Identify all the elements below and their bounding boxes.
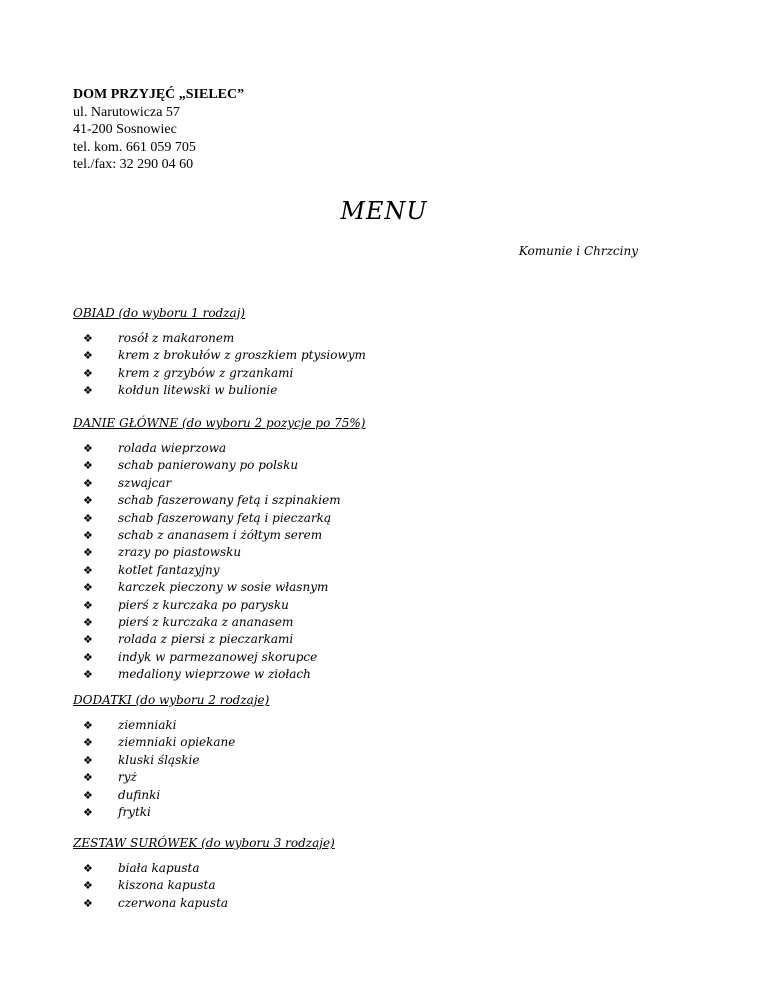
list-item bbox=[73, 527, 366, 544]
list-item-label: medaliony wieprzowe w ziołach bbox=[118, 667, 311, 682]
section-obiad bbox=[73, 304, 366, 400]
list-item bbox=[73, 330, 366, 347]
venue-city: 41-200 Sosnowiec bbox=[73, 122, 177, 137]
diamond-bullet-icon: ❖ bbox=[83, 563, 93, 577]
list-item-label: karczek pieczony w sosie własnym bbox=[118, 580, 329, 595]
diamond-bullet-icon: ❖ bbox=[83, 332, 93, 345]
section-item-list bbox=[73, 717, 269, 821]
list-item-label: schab z ananasem i żółtym serem bbox=[118, 527, 323, 542]
list-item-label: ryż bbox=[118, 770, 137, 785]
diamond-bullet-icon: ❖ bbox=[83, 494, 93, 508]
diamond-bullet-icon: ❖ bbox=[83, 615, 93, 629]
diamond-bullet-icon: ❖ bbox=[83, 805, 93, 819]
menu-title: MENU bbox=[340, 197, 428, 225]
list-item-label: krem z grzybów z grzankami bbox=[118, 365, 294, 380]
list-item bbox=[73, 562, 366, 579]
list-item bbox=[73, 365, 366, 382]
list-item-label: rolada wieprzowa bbox=[118, 441, 227, 455]
venue-phone: tel. kom. 661 059 705 bbox=[73, 139, 196, 155]
diamond-bullet-icon: ❖ bbox=[83, 349, 93, 363]
diamond-bullet-icon: ❖ bbox=[83, 366, 93, 380]
section-heading: ZESTAW SURÓWEK (do wyboru 3 rodzaje) bbox=[73, 836, 335, 850]
list-item bbox=[73, 666, 366, 683]
list-item-label: kotlet fantazyjny bbox=[118, 562, 220, 577]
list-item-label: schab panierowany po polsku bbox=[118, 458, 299, 473]
list-item bbox=[73, 510, 366, 527]
list-item bbox=[73, 649, 366, 666]
list-item-label: indyk w parmezanowej skorupce bbox=[118, 649, 318, 664]
list-item-label: frytki bbox=[118, 804, 151, 819]
section-item-list bbox=[73, 330, 366, 400]
list-item-label: kołdun litewski w bulionie bbox=[118, 383, 278, 398]
list-item bbox=[73, 752, 269, 769]
list-item bbox=[73, 860, 335, 877]
diamond-bullet-icon: ❖ bbox=[83, 442, 93, 455]
diamond-bullet-icon: ❖ bbox=[83, 384, 93, 398]
list-item-label: pierś z kurczaka z ananasem bbox=[118, 614, 294, 629]
menu-subtitle: Komunie i Chrzciny bbox=[518, 244, 638, 258]
list-item-label: pierś z kurczaka po parysku bbox=[118, 597, 289, 612]
diamond-bullet-icon: ❖ bbox=[83, 862, 93, 875]
list-item-label: ziemniaki bbox=[118, 718, 177, 732]
list-item bbox=[73, 787, 269, 804]
list-item-label: ziemniaki opiekane bbox=[118, 735, 236, 750]
list-item bbox=[73, 544, 366, 561]
section-item-list bbox=[73, 860, 335, 912]
list-item bbox=[73, 347, 366, 364]
list-item bbox=[73, 804, 269, 821]
list-item bbox=[73, 734, 269, 751]
section-heading: DODATKI (do wyboru 2 rodzaje) bbox=[73, 693, 270, 707]
list-item-label: krem z brokułów z groszkiem ptysiowym bbox=[118, 348, 366, 363]
diamond-bullet-icon: ❖ bbox=[83, 546, 93, 560]
list-item bbox=[73, 877, 335, 894]
list-item bbox=[73, 597, 366, 614]
section-heading: DANIE GŁÓWNE (do wyboru 2 pozycje po 75%) bbox=[73, 416, 366, 430]
diamond-bullet-icon: ❖ bbox=[83, 650, 93, 664]
diamond-bullet-icon: ❖ bbox=[83, 771, 93, 785]
section-danie-glowne bbox=[73, 414, 366, 683]
venue-name: DOM PRZYJĘĆ „SIELEC” bbox=[73, 87, 245, 102]
list-item bbox=[73, 579, 366, 596]
diamond-bullet-icon: ❖ bbox=[83, 633, 93, 647]
diamond-bullet-icon: ❖ bbox=[83, 719, 93, 732]
venue-fax: tel./fax: 32 290 04 60 bbox=[73, 157, 194, 172]
list-item-label: schab faszerowany fetą i pieczarką bbox=[118, 510, 332, 525]
list-item-label: schab faszerowany fetą i szpinakiem bbox=[118, 493, 341, 508]
diamond-bullet-icon: ❖ bbox=[83, 753, 93, 767]
list-item bbox=[73, 769, 269, 786]
list-item-label: kluski śląskie bbox=[118, 752, 200, 767]
list-item bbox=[73, 492, 366, 509]
list-item bbox=[73, 440, 366, 457]
list-item bbox=[73, 717, 269, 734]
list-item-label: kiszona kapusta bbox=[118, 878, 216, 893]
diamond-bullet-icon: ❖ bbox=[83, 668, 93, 682]
section-zestaw-surowek bbox=[73, 834, 335, 912]
list-item bbox=[73, 631, 366, 648]
diamond-bullet-icon: ❖ bbox=[83, 476, 93, 490]
venue-address bbox=[73, 86, 244, 174]
diamond-bullet-icon: ❖ bbox=[83, 528, 93, 542]
list-item-label: biała kapusta bbox=[118, 861, 200, 875]
diamond-bullet-icon: ❖ bbox=[83, 511, 93, 525]
diamond-bullet-icon: ❖ bbox=[83, 896, 93, 910]
list-item-label: dufinki bbox=[118, 787, 161, 802]
diamond-bullet-icon: ❖ bbox=[83, 736, 93, 750]
section-heading: OBIAD (do wyboru 1 rodzaj) bbox=[73, 306, 246, 320]
section-item-list bbox=[73, 440, 366, 683]
list-item-label: czerwona kapusta bbox=[118, 895, 229, 910]
list-item bbox=[73, 457, 366, 474]
list-item bbox=[73, 895, 335, 912]
diamond-bullet-icon: ❖ bbox=[83, 598, 93, 612]
diamond-bullet-icon: ❖ bbox=[83, 788, 93, 802]
list-item-label: szwajcar bbox=[118, 475, 172, 490]
diamond-bullet-icon: ❖ bbox=[83, 581, 93, 595]
list-item-label: rolada z piersi z pieczarkami bbox=[118, 632, 294, 647]
list-item-label: rosół z makaronem bbox=[118, 331, 235, 345]
list-item bbox=[73, 614, 366, 631]
venue-street: ul. Narutowicza 57 bbox=[73, 104, 180, 120]
list-item bbox=[73, 475, 366, 492]
diamond-bullet-icon: ❖ bbox=[83, 459, 93, 473]
diamond-bullet-icon: ❖ bbox=[83, 879, 93, 893]
list-item-label: zrazy po piastowsku bbox=[118, 545, 242, 560]
section-dodatki bbox=[73, 691, 269, 821]
list-item bbox=[73, 382, 366, 399]
